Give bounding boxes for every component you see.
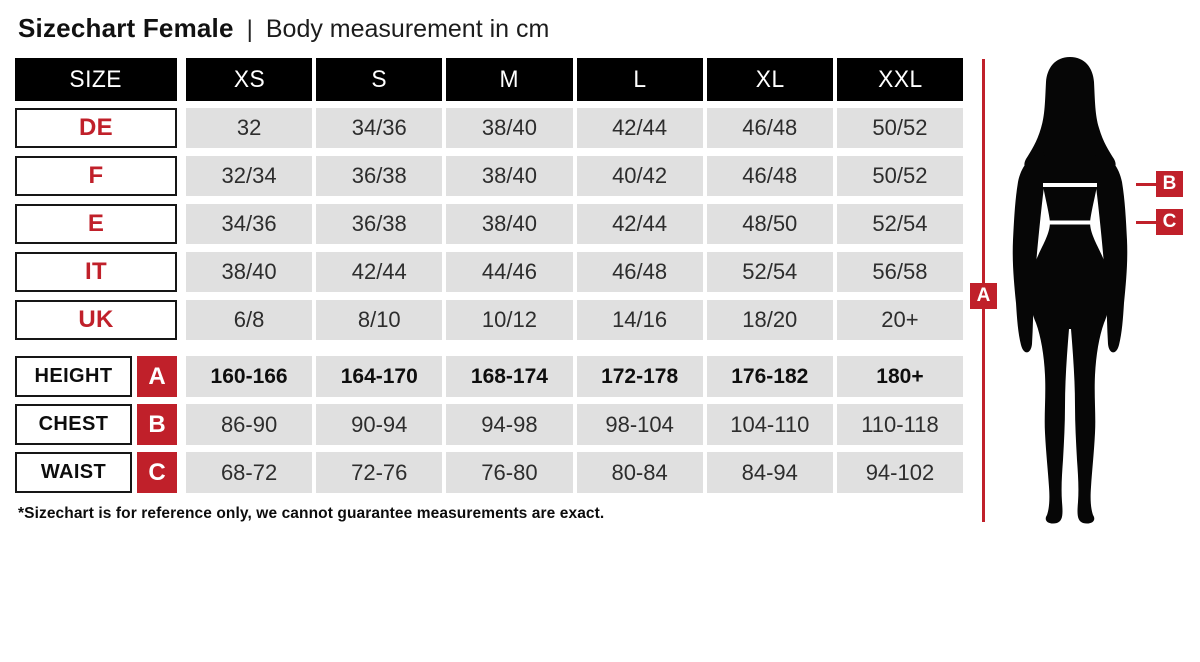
value-cell: 46/48 bbox=[707, 108, 833, 148]
value-cell: 180+ bbox=[837, 356, 963, 397]
value-cell: 42/44 bbox=[577, 108, 703, 148]
marker-c-waist: C bbox=[1156, 209, 1183, 235]
column-header-label: XL bbox=[755, 65, 785, 93]
row-label-slot bbox=[15, 156, 177, 196]
table-row-height bbox=[15, 356, 963, 397]
value-cell: 56/58 bbox=[837, 252, 963, 292]
table-row-uk bbox=[15, 300, 963, 340]
row-label-text: UK bbox=[78, 306, 114, 333]
column-header-xxl bbox=[837, 58, 963, 101]
row-label-box-waist: WAIST bbox=[15, 452, 132, 493]
value-cell: 52/54 bbox=[837, 204, 963, 244]
female-silhouette-icon bbox=[1000, 55, 1140, 527]
column-header-m bbox=[446, 58, 572, 101]
chest-line bbox=[1043, 183, 1097, 187]
column-header-label: L bbox=[633, 65, 647, 93]
value-cell: 50/52 bbox=[837, 108, 963, 148]
value-cell: 38/40 bbox=[446, 108, 572, 148]
marker-b-chest: B bbox=[1156, 171, 1183, 197]
page-title bbox=[18, 13, 549, 44]
value-cell: 72-76 bbox=[316, 452, 442, 493]
row-label-box-f bbox=[15, 156, 177, 196]
row-label-text: IT bbox=[85, 258, 107, 285]
row-label-text: E bbox=[87, 210, 105, 237]
value-cell: 38/40 bbox=[186, 252, 312, 292]
table-row-waist bbox=[15, 452, 963, 493]
row-label-text: F bbox=[88, 162, 104, 189]
table-row-de bbox=[15, 108, 963, 148]
value-cell: 32/34 bbox=[186, 156, 312, 196]
waist-line bbox=[1048, 221, 1092, 225]
column-header-label: S bbox=[371, 65, 388, 93]
marker-badge-a: A bbox=[137, 356, 177, 397]
value-cell: 48/50 bbox=[707, 204, 833, 244]
marker-a-height: A bbox=[970, 283, 997, 309]
row-label-slot bbox=[15, 108, 177, 148]
value-cell: 34/36 bbox=[316, 108, 442, 148]
value-cell: 20+ bbox=[837, 300, 963, 340]
row-label-box-height: HEIGHT bbox=[15, 356, 132, 397]
value-cell: 86-90 bbox=[186, 404, 312, 445]
value-cell: 38/40 bbox=[446, 156, 572, 196]
row-label-slot bbox=[15, 300, 177, 340]
value-cell: 46/48 bbox=[577, 252, 703, 292]
value-cell: 32 bbox=[186, 108, 312, 148]
value-cell: 42/44 bbox=[316, 252, 442, 292]
body-measurement-diagram bbox=[965, 50, 1200, 540]
value-cell: 36/38 bbox=[316, 204, 442, 244]
value-cell: 76-80 bbox=[446, 452, 572, 493]
value-cell: 176-182 bbox=[707, 356, 833, 397]
value-cell: 90-94 bbox=[316, 404, 442, 445]
value-cell: 160-166 bbox=[186, 356, 312, 397]
column-header-xl bbox=[707, 58, 833, 101]
table-row-it bbox=[15, 252, 963, 292]
value-cell: 94-98 bbox=[446, 404, 572, 445]
value-cell: 52/54 bbox=[707, 252, 833, 292]
row-label-box-it bbox=[15, 252, 177, 292]
conversion-rows bbox=[15, 108, 963, 340]
size-header-label: SIZE bbox=[69, 65, 123, 93]
size-header-cell bbox=[15, 58, 177, 101]
row-label-slot bbox=[15, 452, 177, 493]
value-cell: 44/46 bbox=[446, 252, 572, 292]
row-label-box-chest: CHEST bbox=[15, 404, 132, 445]
column-header-s bbox=[316, 58, 442, 101]
row-label-slot bbox=[15, 404, 177, 445]
value-cell: 6/8 bbox=[186, 300, 312, 340]
value-cell: 110-118 bbox=[837, 404, 963, 445]
column-header-xs bbox=[186, 58, 312, 101]
column-header-label: XXL bbox=[877, 65, 923, 93]
value-cell: 164-170 bbox=[316, 356, 442, 397]
value-cell: 34/36 bbox=[186, 204, 312, 244]
column-header-l bbox=[577, 58, 703, 101]
value-cell: 172-178 bbox=[577, 356, 703, 397]
footnote-text: *Sizechart is for reference only, we cannot guarantee measurements are exact. bbox=[18, 505, 605, 522]
marker-badge-c: C bbox=[137, 452, 177, 493]
value-cell: 68-72 bbox=[186, 452, 312, 493]
value-cell: 94-102 bbox=[837, 452, 963, 493]
column-header-label: M bbox=[499, 65, 520, 93]
value-cell: 80-84 bbox=[577, 452, 703, 493]
value-cell: 50/52 bbox=[837, 156, 963, 196]
row-label-box-uk bbox=[15, 300, 177, 340]
size-chart-table bbox=[15, 58, 963, 493]
value-cell: 18/20 bbox=[707, 300, 833, 340]
table-row-e bbox=[15, 204, 963, 244]
value-cell: 46/48 bbox=[707, 156, 833, 196]
row-label-slot bbox=[15, 204, 177, 244]
row-label-slot bbox=[15, 252, 177, 292]
value-cell: 40/42 bbox=[577, 156, 703, 196]
title-subtitle: Body measurement in cm bbox=[265, 15, 550, 43]
value-cell: 104-110 bbox=[707, 404, 833, 445]
value-cell: 36/38 bbox=[316, 156, 442, 196]
title-main: Sizechart Female bbox=[18, 13, 234, 43]
title-separator: | bbox=[246, 16, 253, 43]
table-row-f bbox=[15, 156, 963, 196]
value-cell: 14/16 bbox=[577, 300, 703, 340]
value-cell: 98-104 bbox=[577, 404, 703, 445]
column-header-label: XS bbox=[233, 65, 265, 93]
value-cell: 84-94 bbox=[707, 452, 833, 493]
value-cell: 42/44 bbox=[577, 204, 703, 244]
table-header-row bbox=[15, 58, 963, 101]
measurement-rows bbox=[15, 356, 963, 493]
value-cell: 38/40 bbox=[446, 204, 572, 244]
row-label-slot bbox=[15, 356, 177, 397]
value-cell: 168-174 bbox=[446, 356, 572, 397]
row-label-text: DE bbox=[79, 114, 113, 141]
table-row-chest bbox=[15, 404, 963, 445]
row-label-box-e bbox=[15, 204, 177, 244]
value-cell: 8/10 bbox=[316, 300, 442, 340]
value-cell: 10/12 bbox=[446, 300, 572, 340]
row-label-box-de bbox=[15, 108, 177, 148]
marker-badge-b: B bbox=[137, 404, 177, 445]
